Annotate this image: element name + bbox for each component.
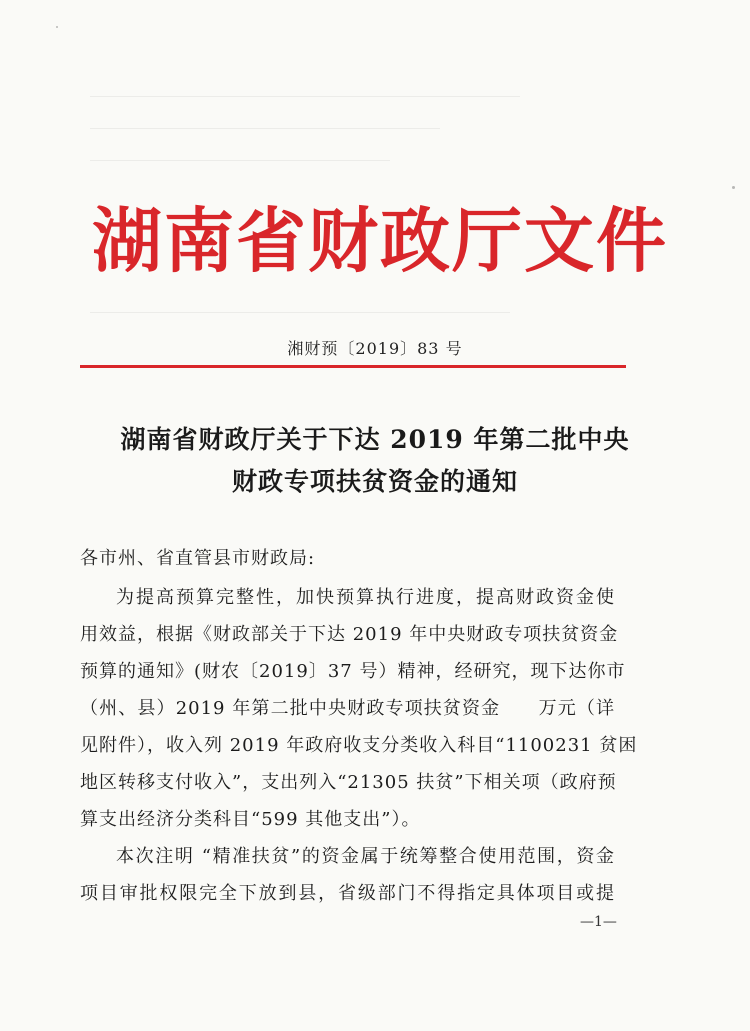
body-line: 地区转移支付收入”，支出列入“21305 扶贫”下相关项（政府预: [80, 772, 617, 793]
scan-speck: [732, 186, 735, 189]
body-line: 用效益，根据《财政部关于下达 2019 年中央财政专项扶贫资金: [80, 624, 619, 645]
scan-artifact: [90, 160, 390, 161]
scan-artifact: [90, 312, 510, 313]
scan-artifact: [90, 96, 520, 97]
red-divider-line: [80, 365, 626, 368]
body-line: 见附件），收入列 2019 年政府收支分类收入科目“1100231 贫困: [80, 735, 638, 756]
salutation: 各市州、省直管县市财政局:: [80, 548, 316, 569]
body-line: 项目审批权限完全下放到县，省级部门不得指定具体项目或提: [80, 883, 615, 904]
body-line: 算支出经济分类科目“599 其他支出”）。: [80, 809, 421, 830]
body-line: 为提高预算完整性，加快预算执行进度，提高财政资金使: [116, 587, 615, 608]
document-number: 湘财预〔2019〕83 号: [287, 339, 463, 358]
page-number: —1—: [580, 914, 617, 930]
scan-artifact: [90, 128, 440, 129]
scan-speck: [56, 26, 58, 28]
body-line: （州、县）2019 年第二批中央财政专项扶贫资金 万元（详: [80, 698, 615, 719]
notice-title-line-2: 财政专项扶贫资金的通知: [231, 467, 518, 496]
body-line: 预算的通知》(财农〔2019〕37 号）精神，经研究，现下达你市: [80, 661, 626, 682]
issuer-header-title: 湖南省财政厅文件: [92, 199, 668, 282]
notice-title-line-1: 湖南省财政厅关于下达 2019 年第二批中央: [120, 425, 630, 454]
body-line: 本次注明 “精准扶贫”的资金属于统筹整合使用范围，资金: [116, 846, 615, 867]
